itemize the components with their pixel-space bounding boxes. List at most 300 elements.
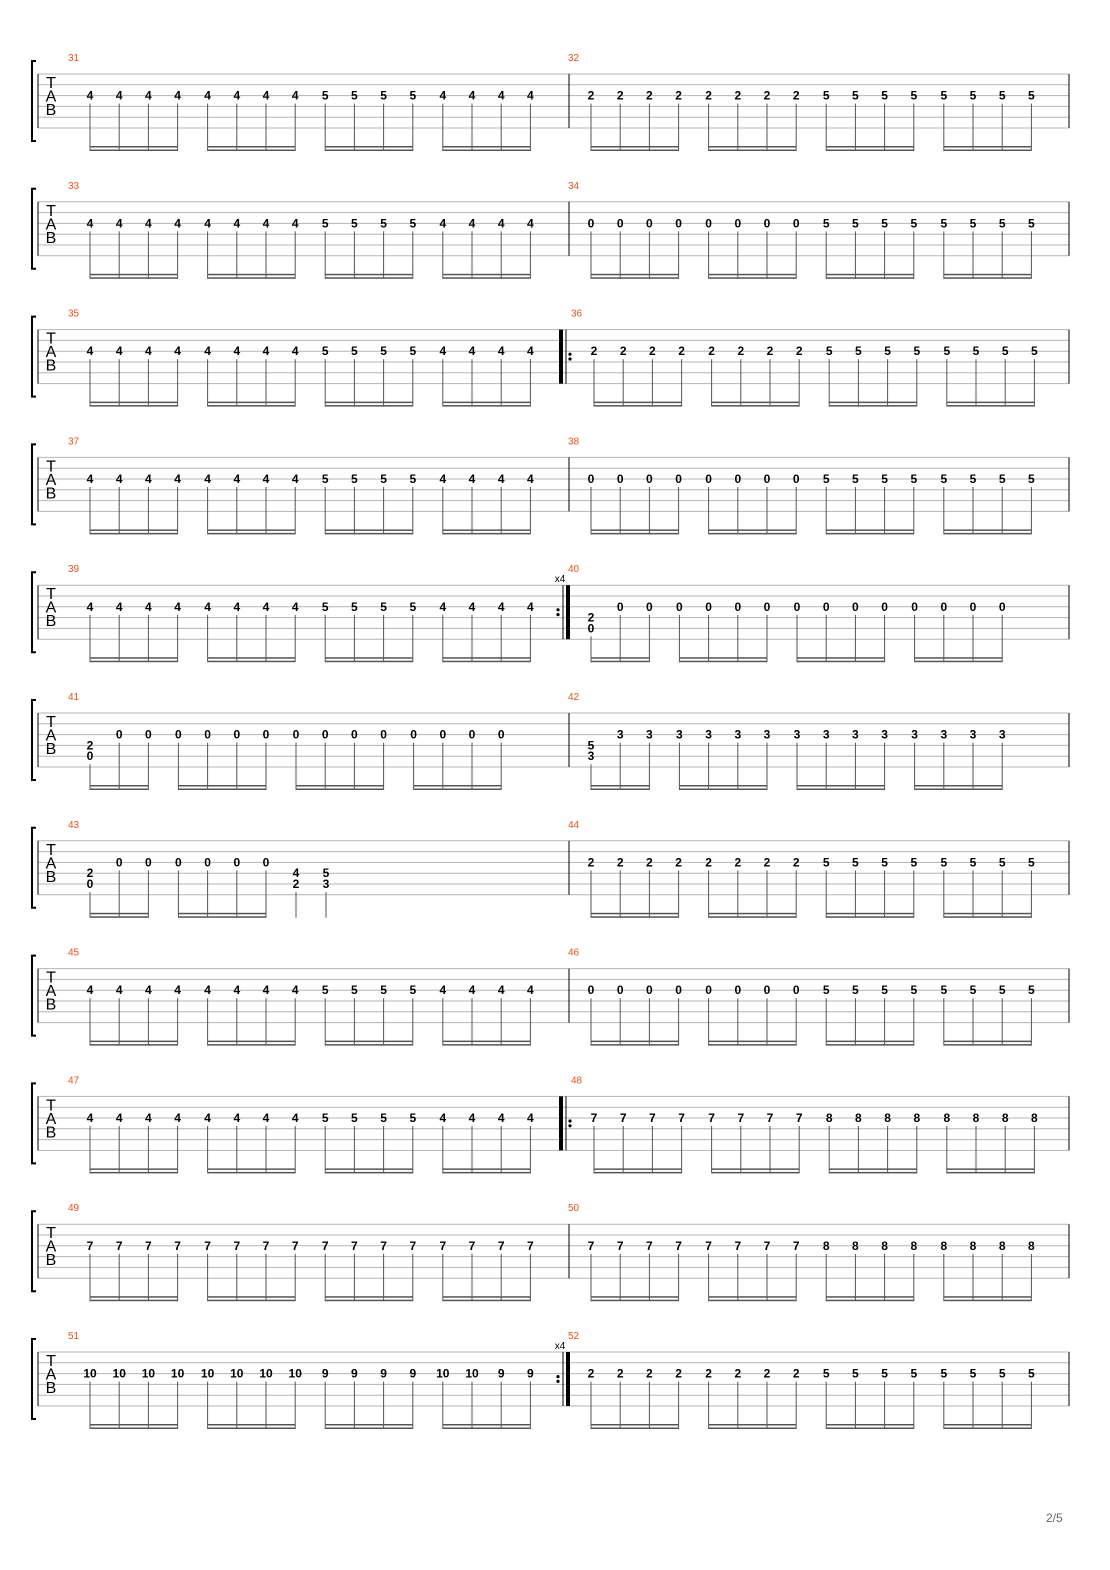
tab-fret-number: 4	[174, 599, 181, 614]
tab-fret-number: 4	[115, 599, 123, 614]
tab-fret-number: 4	[527, 1111, 534, 1125]
tab-system	[32, 700, 1069, 790]
tab-fret-number: 4	[174, 344, 181, 359]
tab-fret-number: 0	[587, 983, 595, 998]
system-bracket	[32, 1339, 36, 1419]
beam	[826, 274, 914, 276]
tab-fret-number: 8	[943, 1111, 951, 1125]
tab-fret-number: 0	[262, 855, 270, 870]
tab-fret-number: 4	[233, 216, 241, 231]
beam	[325, 150, 413, 152]
tab-fret-number: 0	[233, 727, 241, 742]
tab-fret-number: 4	[439, 344, 447, 359]
beam	[944, 529, 1032, 531]
repeat-dot	[568, 357, 571, 360]
beam	[709, 277, 797, 279]
beam	[944, 274, 1032, 276]
tab-fret-number: 5	[351, 1111, 358, 1125]
tab-fret-number: 0	[468, 727, 476, 742]
beam	[915, 661, 1003, 663]
beam	[826, 277, 914, 279]
beam	[325, 405, 413, 407]
measure-number: 45	[68, 947, 80, 959]
beam	[591, 916, 679, 918]
beam	[90, 1296, 178, 1298]
tab-fret-number: 5	[969, 983, 977, 998]
tab-fret-number: 2	[763, 1366, 771, 1381]
tab-fret-number: 7	[86, 1238, 94, 1253]
tab-fret-number: 5	[881, 1366, 888, 1381]
beam	[443, 1172, 531, 1174]
beam	[208, 402, 296, 404]
measure-number: 46	[568, 947, 580, 959]
beam	[944, 1044, 1032, 1046]
beam	[826, 1041, 914, 1043]
beam	[829, 405, 917, 407]
measure-number: 42	[568, 692, 580, 703]
beam	[443, 402, 531, 404]
beam	[90, 1300, 178, 1302]
beam	[208, 657, 296, 659]
tab-fret-number: 5	[881, 472, 888, 486]
system-bracket	[32, 444, 36, 524]
beam	[915, 657, 1003, 659]
beam	[90, 785, 148, 787]
beam	[947, 1168, 1035, 1170]
beam	[90, 146, 178, 148]
tab-fret-number: 0	[410, 727, 417, 742]
tab-fret-number: 4	[262, 599, 270, 614]
tab-clef-letter: A	[45, 344, 57, 362]
repeat-dot	[568, 1124, 571, 1127]
beam	[325, 1172, 413, 1174]
tab-fret-number: 2	[792, 1366, 800, 1381]
tab-fret-number: 4	[439, 88, 447, 103]
tab-fret-number: 0	[439, 727, 447, 742]
tab-fret-number: 0	[646, 472, 653, 486]
beam	[208, 405, 296, 407]
tab-fret-number: 5	[380, 88, 387, 103]
tab-fret-number: 0	[321, 727, 329, 742]
beam	[325, 146, 413, 148]
beam	[797, 657, 885, 659]
tab-system	[32, 956, 1069, 1046]
tab-fret-number: 5	[910, 1366, 918, 1381]
measure-number: 39	[68, 564, 80, 576]
tab-fret-number: 4	[174, 88, 181, 103]
measure-number: 51	[68, 1331, 80, 1342]
tab-system	[32, 444, 1069, 534]
tab-fret-number: 0	[145, 855, 152, 870]
tab-fret-number: 4	[262, 216, 270, 231]
tab-fret-number: 10	[170, 1366, 185, 1381]
repeat-start-thick-line	[559, 330, 563, 384]
tab-fret-number: 0	[763, 472, 771, 486]
beam	[944, 1296, 1032, 1298]
tab-clef-letter: A	[45, 216, 57, 234]
beam	[591, 529, 679, 531]
beam	[208, 1172, 296, 1174]
tab-fret-number: 4	[527, 216, 534, 231]
tab-fret-number: 2	[587, 1366, 595, 1381]
beam	[947, 402, 1035, 404]
tab-fret-number: 5	[825, 344, 833, 359]
beam	[591, 1424, 679, 1426]
beam	[443, 1296, 531, 1298]
beam	[443, 277, 531, 279]
beam	[709, 1041, 797, 1043]
beam	[947, 405, 1035, 407]
tab-fret-number: 7	[590, 1111, 598, 1125]
tab-fret-number: 5	[969, 472, 977, 486]
beam	[325, 402, 413, 404]
tab-fret-number: 4	[497, 472, 505, 486]
measure-number: 52	[568, 1331, 580, 1342]
beam	[443, 1168, 531, 1170]
tab-fret-number: 5	[910, 472, 918, 486]
tab-fret-number: 4	[292, 866, 300, 881]
tab-clef-letter: T	[46, 586, 56, 604]
tab-clef-letter: T	[46, 75, 56, 92]
beam	[591, 274, 679, 276]
beam	[208, 1041, 296, 1043]
tab-fret-number: 5	[322, 866, 330, 881]
tab-fret-number: 5	[409, 983, 417, 998]
tab-fret-number: 0	[792, 472, 800, 486]
tab-fret-number: 9	[380, 1366, 387, 1381]
tab-fret-number: 4	[115, 983, 123, 998]
beam	[296, 785, 384, 787]
tab-fret-number: 2	[86, 738, 94, 753]
tab-fret-number: 0	[822, 599, 830, 614]
beam	[944, 277, 1032, 279]
tab-fret-number: 4	[204, 88, 211, 103]
tab-fret-number: 4	[174, 1111, 181, 1125]
beam	[208, 1424, 296, 1426]
tab-fret-number: 5	[910, 88, 918, 103]
tab-fret-number: 4	[174, 983, 181, 998]
tab-fret-number: 0	[705, 472, 712, 486]
tab-fret-number: 0	[852, 599, 859, 614]
beam	[591, 150, 679, 152]
tab-fret-number: 0	[175, 727, 182, 742]
tab-system	[32, 572, 1069, 662]
beam	[915, 789, 1003, 791]
repeat-end-thick-line	[566, 585, 570, 639]
system-bracket	[32, 189, 36, 269]
repeat-dot	[556, 1380, 559, 1383]
beam	[443, 405, 531, 407]
tab-system	[32, 189, 1069, 279]
tab-clef-letter: B	[45, 1124, 57, 1142]
beam	[679, 657, 767, 659]
beam	[325, 661, 413, 663]
beam	[443, 1041, 531, 1043]
tab-fret-number: 2	[646, 1366, 653, 1381]
beam	[325, 1296, 413, 1298]
beam	[594, 1168, 682, 1170]
tab-fret-number: 0	[705, 599, 712, 614]
measure-number: 49	[68, 1203, 80, 1215]
tab-fret-number: 7	[705, 1238, 712, 1253]
measure-number: 31	[68, 53, 80, 64]
tab-fret-number: 5	[1028, 472, 1035, 486]
tab-fret-number: 5	[969, 1366, 977, 1381]
tab-fret-number: 0	[115, 727, 123, 742]
tab-fret-number: 5	[1028, 88, 1035, 103]
measure-number: 47	[68, 1075, 80, 1087]
tab-fret-number: 5	[969, 216, 977, 231]
measure-number: 48	[571, 1075, 583, 1087]
tab-fret-number: 9	[409, 1366, 417, 1381]
measure-number: 36	[571, 308, 583, 320]
tab-fret-number: 3	[881, 727, 888, 742]
tab-fret-number: 0	[587, 621, 595, 636]
measure-number: 43	[68, 819, 80, 831]
beam	[90, 150, 178, 152]
tab-fret-number: 0	[587, 472, 595, 486]
tab-fret-number: 0	[175, 855, 182, 870]
tab-fret-number: 2	[792, 855, 800, 870]
tab-fret-number: 4	[86, 88, 94, 103]
beam	[826, 1044, 914, 1046]
tab-fret-number: 4	[468, 344, 476, 359]
beam	[826, 1296, 914, 1298]
tab-fret-number: 0	[792, 216, 800, 231]
tab-fret-number: 4	[291, 216, 299, 231]
beam	[208, 1300, 296, 1302]
tab-clef-letter: A	[45, 983, 57, 1001]
beam	[414, 785, 502, 787]
tab-fret-number: 2	[646, 855, 653, 870]
tab-fret-number: 7	[409, 1238, 417, 1253]
tab-fret-number: 4	[115, 344, 123, 359]
tab-fret-number: 8	[1001, 1111, 1009, 1125]
tab-fret-number: 4	[204, 983, 211, 998]
beam	[679, 789, 767, 791]
beam	[208, 277, 296, 279]
tab-fret-number: 5	[351, 216, 358, 231]
tab-fret-number: 0	[793, 599, 801, 614]
beam	[178, 916, 266, 918]
tab-fret-number: 5	[380, 1111, 387, 1125]
tab-fret-number: 0	[998, 599, 1006, 614]
tab-fret-number: 5	[910, 983, 918, 998]
tab-fret-number: 2	[705, 88, 712, 103]
tab-fret-number: 4	[86, 472, 94, 486]
tab-fret-number: 5	[822, 216, 830, 231]
tab-fret-number: 5	[881, 216, 888, 231]
beam	[90, 1168, 178, 1170]
tab-clef-letter: B	[45, 229, 57, 247]
tab-fret-number: 8	[972, 1111, 980, 1125]
tab-fret-number: 4	[145, 344, 152, 359]
tab-fret-number: 7	[675, 1238, 682, 1253]
tab-fret-number: 3	[911, 727, 918, 742]
tab-fret-number: 5	[351, 983, 358, 998]
beam	[712, 1168, 800, 1170]
tab-fret-number: 0	[675, 983, 682, 998]
tab-fret-number: 5	[852, 472, 859, 486]
beam	[709, 1296, 797, 1298]
tab-fret-number: 7	[291, 1238, 299, 1253]
tab-clef-letter: T	[46, 202, 56, 220]
tab-system	[32, 317, 1069, 407]
tab-fret-number: 0	[969, 599, 977, 614]
beam	[826, 1424, 914, 1426]
tab-fret-number: 3	[616, 727, 624, 742]
tab-fret-number: 4	[527, 88, 534, 103]
tab-system	[32, 61, 1069, 151]
system-bracket	[32, 1211, 36, 1291]
tab-fret-number: 2	[737, 344, 745, 359]
tab-fret-number: 0	[646, 599, 653, 614]
tab-fret-number: 4	[174, 472, 181, 486]
beam	[90, 1172, 178, 1174]
tab-fret-number: 7	[439, 1238, 447, 1253]
tab-fret-number: 4	[145, 983, 152, 998]
tab-clef-letter: T	[46, 1097, 56, 1115]
beam	[178, 913, 266, 915]
tab-fret-number: 4	[497, 599, 505, 614]
tab-fret-number: 4	[262, 983, 270, 998]
tab-fret-number: 4	[233, 88, 241, 103]
beam	[325, 1041, 413, 1043]
tab-fret-number: 4	[145, 599, 152, 614]
tab-fret-number: 5	[998, 88, 1006, 103]
tab-fret-number: 5	[969, 88, 977, 103]
beam	[591, 1044, 679, 1046]
tab-fret-number: 7	[587, 1238, 595, 1253]
tab-clef-letter: B	[45, 357, 57, 375]
beam	[208, 150, 296, 152]
tab-fret-number: 2	[675, 1366, 682, 1381]
tab-fret-number: 4	[291, 88, 299, 103]
tab-fret-number: 4	[262, 472, 270, 486]
tab-fret-number: 0	[587, 216, 595, 231]
beam	[208, 1296, 296, 1298]
tab-clef-letter: T	[46, 1353, 56, 1370]
beam	[679, 785, 767, 787]
tab-fret-number: 8	[855, 1111, 862, 1125]
beam	[826, 150, 914, 152]
tab-fret-number: 4	[204, 599, 211, 614]
tab-fret-number: 0	[86, 749, 94, 764]
tab-fret-number: 4	[145, 1111, 152, 1125]
beam	[90, 913, 148, 915]
beam	[709, 1300, 797, 1302]
beam	[797, 785, 885, 787]
tab-fret-number: 5	[1028, 855, 1035, 870]
tab-fret-number: 5	[351, 472, 358, 486]
tab-fret-number: 5	[822, 88, 830, 103]
tab-fret-number: 10	[83, 1366, 97, 1381]
tab-fret-number: 5	[351, 599, 358, 614]
tab-fret-number: 7	[204, 1238, 211, 1253]
tab-fret-number: 4	[145, 472, 152, 486]
tab-fret-number: 4	[145, 216, 152, 231]
measure-number: 32	[568, 53, 580, 64]
beam	[90, 402, 178, 404]
tab-fret-number: 0	[705, 216, 712, 231]
tab-clef-letter: B	[45, 613, 57, 631]
tab-fret-number: 7	[351, 1238, 358, 1253]
beam	[829, 1168, 917, 1170]
tab-fret-number: 5	[884, 344, 891, 359]
tab-fret-number: 5	[321, 983, 329, 998]
tab-fret-number: 5	[852, 855, 859, 870]
tab-fret-number: 0	[233, 855, 241, 870]
tab-fret-number: 0	[351, 727, 358, 742]
tab-fret-number: 5	[321, 1111, 329, 1125]
tab-clef-letter: B	[45, 996, 57, 1014]
tab-fret-number: 3	[822, 727, 830, 742]
tab-fret-number: 2	[763, 88, 771, 103]
tab-fret-number: 5	[822, 472, 830, 486]
tab-fret-number: 5	[998, 472, 1006, 486]
tab-clef-letter: A	[45, 1110, 57, 1128]
tab-fret-number: 4	[497, 983, 505, 998]
tab-fret-number: 5	[998, 983, 1006, 998]
tab-clef-letter: A	[45, 1366, 57, 1384]
tab-fret-number: 10	[288, 1366, 302, 1381]
tab-fret-number: 5	[321, 344, 329, 359]
tab-fret-number: 5	[822, 1366, 830, 1381]
tab-clef-letter: B	[45, 1252, 57, 1270]
tab-fret-number: 2	[590, 344, 598, 359]
tab-fret-number: 8	[1028, 1238, 1035, 1253]
tab-fret-number: 4	[115, 216, 123, 231]
tab-fret-number: 0	[646, 216, 653, 231]
measure-number: 44	[568, 819, 580, 831]
tab-fret-number: 5	[969, 855, 977, 870]
tab-fret-number: 5	[881, 855, 888, 870]
tab-fret-number: 10	[141, 1366, 156, 1381]
tab-fret-number: 7	[708, 1111, 715, 1125]
beam	[709, 146, 797, 148]
beam	[591, 1428, 679, 1430]
beam	[325, 1168, 413, 1170]
tab-fret-number: 9	[497, 1366, 505, 1381]
tab-fret-number: 4	[439, 216, 447, 231]
measure-number: 34	[568, 180, 580, 192]
tab-fret-number: 2	[678, 344, 685, 359]
tab-fret-number: 0	[734, 599, 742, 614]
beam	[591, 789, 649, 791]
system-bracket	[32, 828, 36, 908]
tab-fret-number: 7	[233, 1238, 241, 1253]
tab-fret-number: 2	[705, 855, 712, 870]
tab-fret-number: 3	[940, 727, 948, 742]
beam	[826, 529, 914, 531]
tab-fret-number: 4	[115, 88, 123, 103]
beam	[325, 529, 413, 531]
tab-fret-number: 0	[675, 472, 682, 486]
repeat-dot	[568, 1119, 571, 1122]
tab-fret-number: 2	[616, 855, 624, 870]
beam	[90, 1041, 178, 1043]
beam	[90, 277, 178, 279]
tab-fret-number: 3	[705, 727, 712, 742]
beam	[90, 1044, 178, 1046]
system-bracket	[32, 317, 36, 397]
beam	[90, 274, 178, 276]
tab-clef-letter: A	[45, 1238, 57, 1256]
beam	[826, 146, 914, 148]
tab-fret-number: 5	[380, 599, 387, 614]
tab-fret-number: 3	[852, 727, 859, 742]
repeat-dot	[568, 353, 571, 356]
